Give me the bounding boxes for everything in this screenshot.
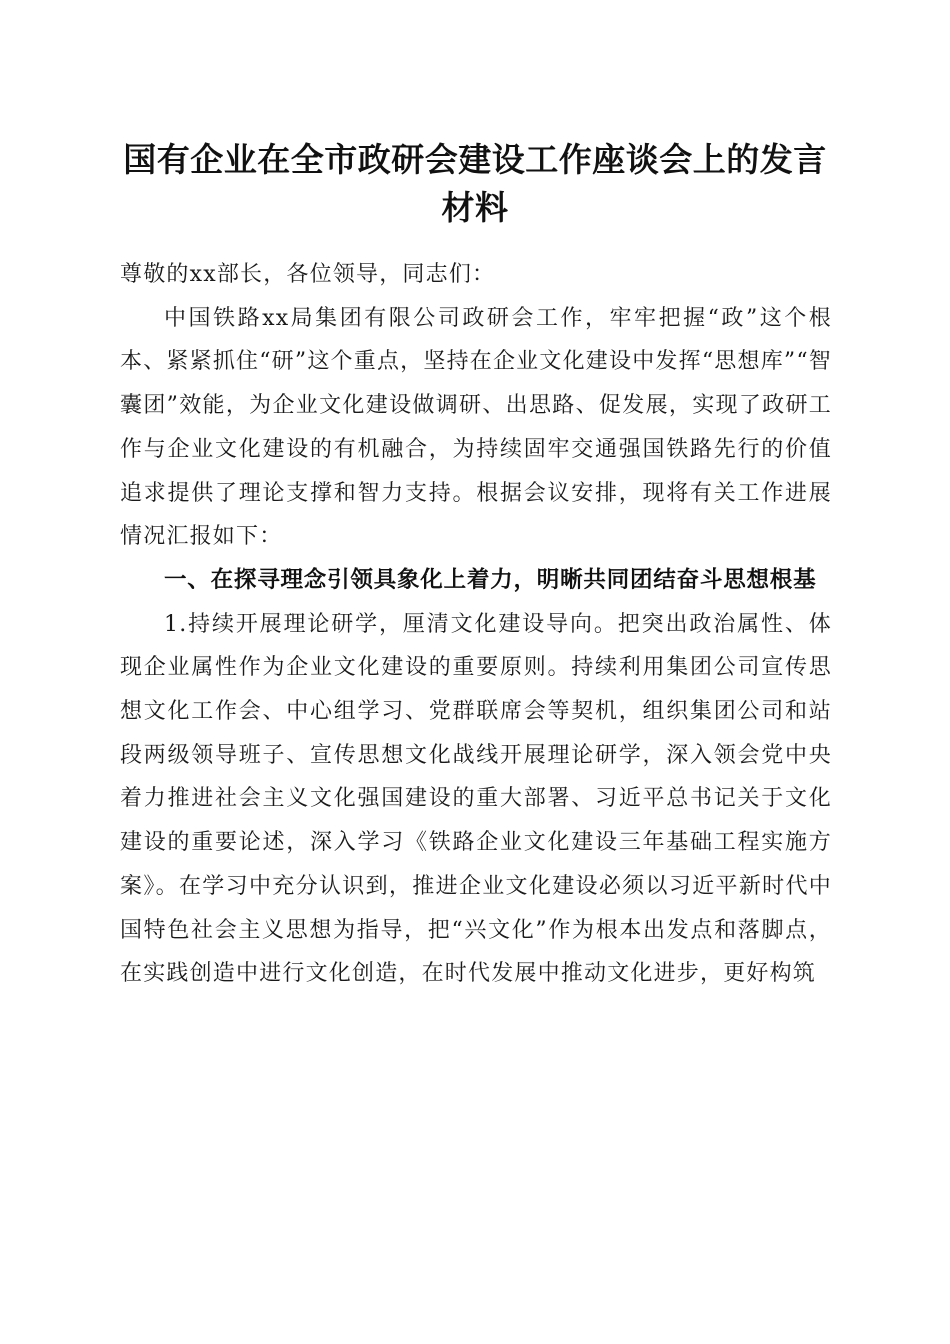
section-heading: 一、在探寻理念引领具象化上着力，明晰共同团结奋斗思想根基 (164, 566, 817, 593)
body-paragraph: 1.持续开展理论研学，厘清文化建设导向。把突出政治属性、体现企业属性作为企业文化建设的重要原则。持续利用集团公司宣传思想文化工作会、中心组学习、党群联席会等契机，组织集团公司和站段两级领导班子、宣传思想文化战线开展理论研学，深入领会党中央着力推进社会主义文化强国建设的重大部署、习近平总书记关于文化建设的重要论述，深入学习《铁路企业文化建设三年基础工程实施方案》。在学习中充分认识到，推进企业文化建设必须以习近平新时代中国特色社会主义思想为指导，把“兴文化”作为根本出发点和落脚点，在实践创造中进行文化创造，在时代发展中推动文化进步，更好构筑 (120, 611, 832, 987)
document-body (120, 253, 832, 996)
salutation: 尊敬的xx部长，各位领导，同志们： (120, 262, 496, 287)
document-title: 国有企业在全市政研会建设工作座谈会上的发言材料 (123, 140, 827, 227)
intro-paragraph: 中国铁路xx局集团有限公司政研会工作，牢牢把握“政”这个根本、紧紧抓住“研”这个重点，坚持在企业文化建设中发挥“思想库”“智囊团”效能，为企业文化建设做调研、出思路、促发展，实现了政研工作与企业文化建设的有机融合，为持续固牢交通强国铁路先行的价值追求提供了理论支撑和智力支持。根据会议安排，现将有关工作进展情况汇报如下： (120, 305, 832, 550)
